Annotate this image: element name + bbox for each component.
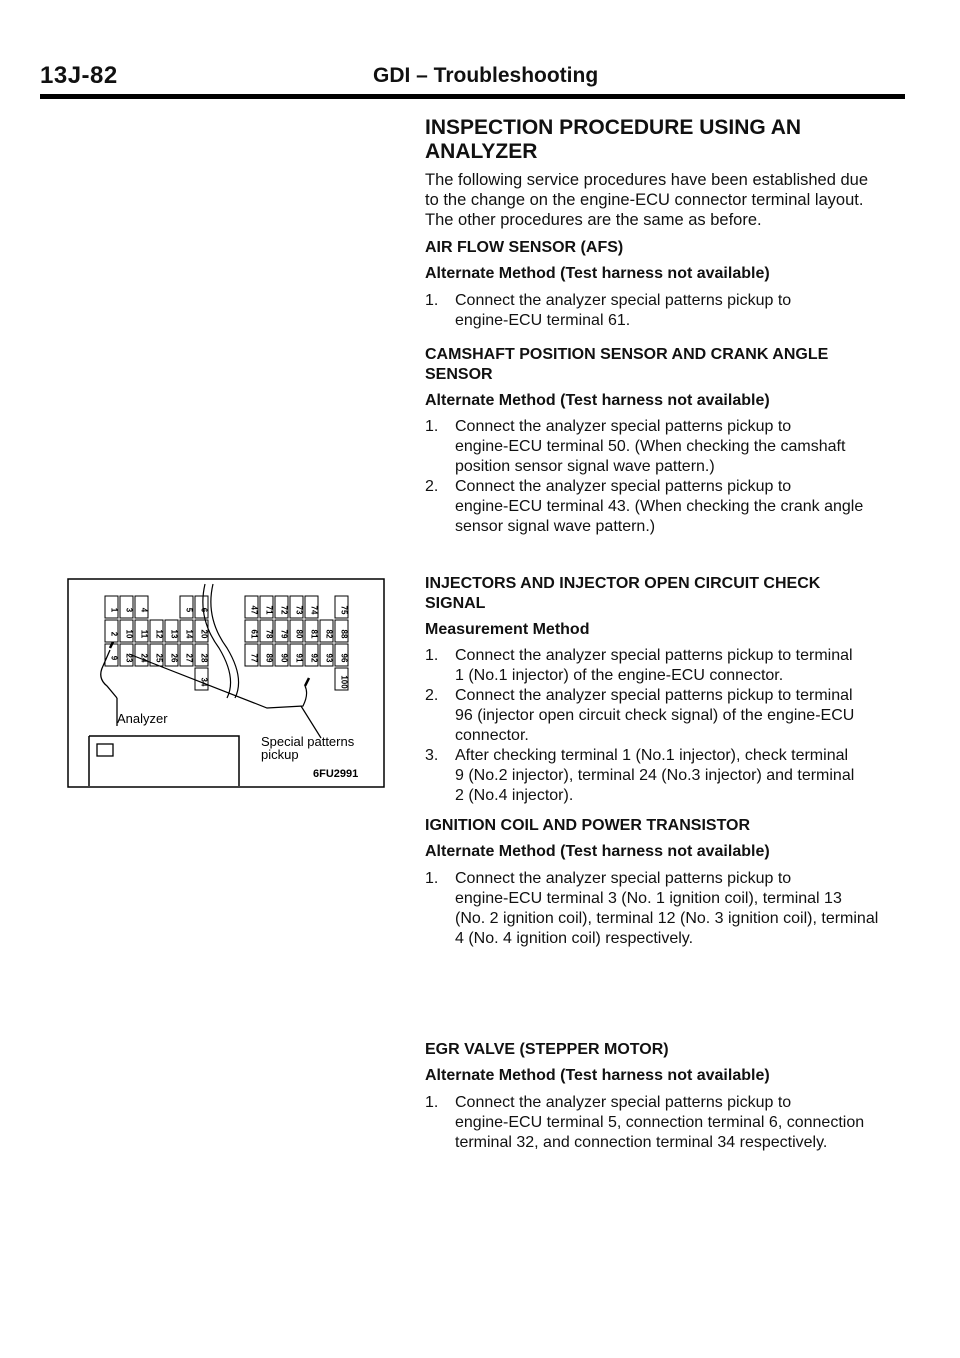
step-line: sensor signal wave pattern.): [455, 518, 656, 535]
step-line: Connect the analyzer special patterns pickup to: [455, 870, 792, 887]
right-connector-pin-number: 89: [264, 653, 274, 663]
section-egr: [425, 1040, 905, 1153]
header-rule: [40, 94, 905, 99]
left-connector-pin-number: 12: [154, 629, 164, 639]
right-connector-pin-number: 88: [339, 629, 349, 639]
section-camshaft: [425, 345, 905, 537]
page-number: 13J-82: [40, 62, 118, 89]
right-connector-pin-number: 73: [294, 605, 304, 615]
left-connector-pin-number: 25: [154, 653, 164, 663]
left-connector-pin-number: 23: [124, 653, 134, 663]
right-connector-pin-number: 91: [294, 653, 304, 663]
step-line: (No. 2 ignition coil), terminal 12 (No. 3 ignition coil), terminal: [455, 910, 879, 927]
method-label: Measurement Method: [425, 621, 590, 638]
left-connector-pin-number: 9: [109, 655, 119, 661]
method-label: Alternate Method (Test harness not available): [425, 1067, 770, 1084]
step-number: 1.: [425, 292, 439, 309]
section-heading-line: SIGNAL: [425, 595, 486, 612]
step-line: After checking terminal 1 (No.1 injector), check terminal: [455, 747, 849, 764]
pickup-label-line: Special patterns: [261, 734, 355, 749]
left-connector-pin-number: 26: [169, 653, 179, 663]
running-header-title: GDI – Troubleshooting: [373, 64, 599, 87]
right-connector-pin-number: 100: [339, 675, 349, 689]
step-line: Connect the analyzer special patterns pickup to: [455, 1094, 792, 1111]
step-line: Connect the analyzer special patterns pickup to terminal: [455, 647, 853, 664]
intro-line: The following service procedures have been established due: [425, 171, 869, 189]
intro-line: to the change on the engine-ECU connector terminal layout.: [425, 191, 864, 209]
step-number: 1.: [425, 1094, 439, 1111]
step-number: 3.: [425, 747, 439, 764]
connector-diagram-figure: [67, 578, 385, 788]
right-connector-pin-number: 78: [264, 629, 274, 639]
left-connector-pin-number: 27: [184, 653, 194, 663]
left-connector-pin-number: 24: [139, 653, 149, 663]
left-connector-pin-number: 4: [139, 607, 149, 613]
step-line: Connect the analyzer special patterns pickup to: [455, 418, 792, 435]
left-connector-pin-number: 13: [169, 629, 179, 639]
step-item: [425, 291, 905, 331]
step-line: 9 (No.2 injector), terminal 24 (No.3 injector) and terminal: [455, 767, 855, 784]
step-line: engine-ECU terminal 5, connection terminal 6, connection: [455, 1114, 865, 1131]
left-connector-pin-number: 11: [139, 629, 149, 639]
step-line: 4 (No. 4 ignition coil) respectively.: [455, 930, 694, 947]
analyzer-display-icon: [97, 744, 113, 756]
right-connector-pin-number: 79: [279, 629, 289, 639]
main-heading: INSPECTION PROCEDURE USING AN ANALYZER: [425, 116, 802, 163]
left-connector-pin-number: 34: [199, 677, 209, 687]
step-line: engine-ECU terminal 43. (When checking the crank angle: [455, 498, 864, 515]
right-connector-pin-number: 93: [324, 653, 334, 663]
step-line: 2 (No.4 injector).: [455, 787, 574, 804]
left-connector-pin-number: 3: [124, 607, 134, 613]
step-number: 1.: [425, 647, 439, 664]
step-item: [425, 1093, 905, 1153]
right-connector-pin-number: 90: [279, 653, 289, 663]
step-line: Connect the analyzer special patterns pickup to: [455, 478, 792, 495]
left-connector-pin-number: 14: [184, 629, 194, 639]
step-line: position sensor signal wave pattern.): [455, 458, 715, 475]
method-label: Alternate Method (Test harness not available): [425, 265, 770, 282]
step-number: 1.: [425, 870, 439, 887]
figure-code: 6FU2991: [313, 768, 359, 780]
step-item: [425, 646, 905, 686]
section-heading-line: CAMSHAFT POSITION SENSOR AND CRANK ANGLE: [425, 346, 829, 363]
method-label: Alternate Method (Test harness not available): [425, 392, 770, 409]
right-connector-pin-number: 72: [279, 605, 289, 615]
step-line: connector.: [455, 727, 529, 744]
step-line: Connect the analyzer special patterns pickup to: [455, 292, 792, 309]
step-line: engine-ECU terminal 50. (When checking the camshaft: [455, 438, 846, 455]
section-heading-ignition: IGNITION COIL AND POWER TRANSISTOR: [425, 817, 751, 834]
section-heading-afs: AIR FLOW SENSOR (AFS): [425, 239, 624, 256]
right-connector-pin-number: 71: [264, 605, 274, 615]
left-connector-pin-number: 10: [124, 629, 134, 639]
section-heading-line: INJECTORS AND INJECTOR OPEN CIRCUIT CHECK: [425, 575, 821, 592]
step-line: engine-ECU terminal 3 (No. 1 ignition coil), terminal 13: [455, 890, 842, 907]
step-item: [425, 477, 905, 537]
step-item: [425, 869, 905, 949]
step-line: terminal 32, and connection terminal 34 respectively.: [455, 1134, 828, 1151]
step-number: 2.: [425, 478, 439, 495]
right-connector-pin-number: 75: [339, 605, 349, 615]
step-item: [425, 417, 905, 477]
left-connector-pin-number: 20: [199, 629, 209, 639]
right-connector-pin-number: 81: [309, 629, 319, 639]
analyzer-label: Analyzer: [117, 711, 168, 726]
left-connector-pin-number: 2: [109, 631, 119, 637]
method-label: Alternate Method (Test harness not available): [425, 843, 770, 860]
connector-diagram: [67, 578, 385, 788]
step-line: 1 (No.1 injector) of the engine-ECU connector.: [455, 667, 784, 684]
right-connector-pin-number: 77: [249, 653, 259, 663]
step-line: Connect the analyzer special patterns pickup to terminal: [455, 687, 853, 704]
step-line: 96 (injector open circuit check signal) of the engine-ECU: [455, 707, 855, 724]
step-item: [425, 746, 905, 806]
step-number: 1.: [425, 418, 439, 435]
right-connector-pin-number: 96: [339, 653, 349, 663]
pickup-label-line: pickup: [261, 747, 299, 762]
section-heading-line: SENSOR: [425, 366, 493, 383]
right-connector-pin-number: 47: [249, 605, 259, 615]
right-connector-pin-number: 61: [249, 629, 259, 639]
right-connector-pin-number: 92: [309, 653, 319, 663]
step-number: 2.: [425, 687, 439, 704]
section-heading-egr: EGR VALVE (STEPPER MOTOR): [425, 1041, 669, 1058]
step-item: [425, 686, 905, 746]
left-connector-pin-number: 1: [109, 607, 119, 613]
right-connector-pin-number: 80: [294, 629, 304, 639]
left-connector-pin-number: 6: [199, 607, 209, 613]
right-connector-pin-number: 82: [324, 629, 334, 639]
step-line: engine-ECU terminal 61.: [455, 312, 631, 329]
intro-block: [425, 116, 905, 331]
intro-line: The other procedures are the same as before.: [425, 211, 762, 229]
section-injectors: [425, 574, 905, 949]
left-connector-pin-number: 5: [184, 607, 194, 613]
left-connector-pin-number: 28: [199, 653, 209, 663]
right-connector-pin-number: 74: [309, 605, 319, 615]
